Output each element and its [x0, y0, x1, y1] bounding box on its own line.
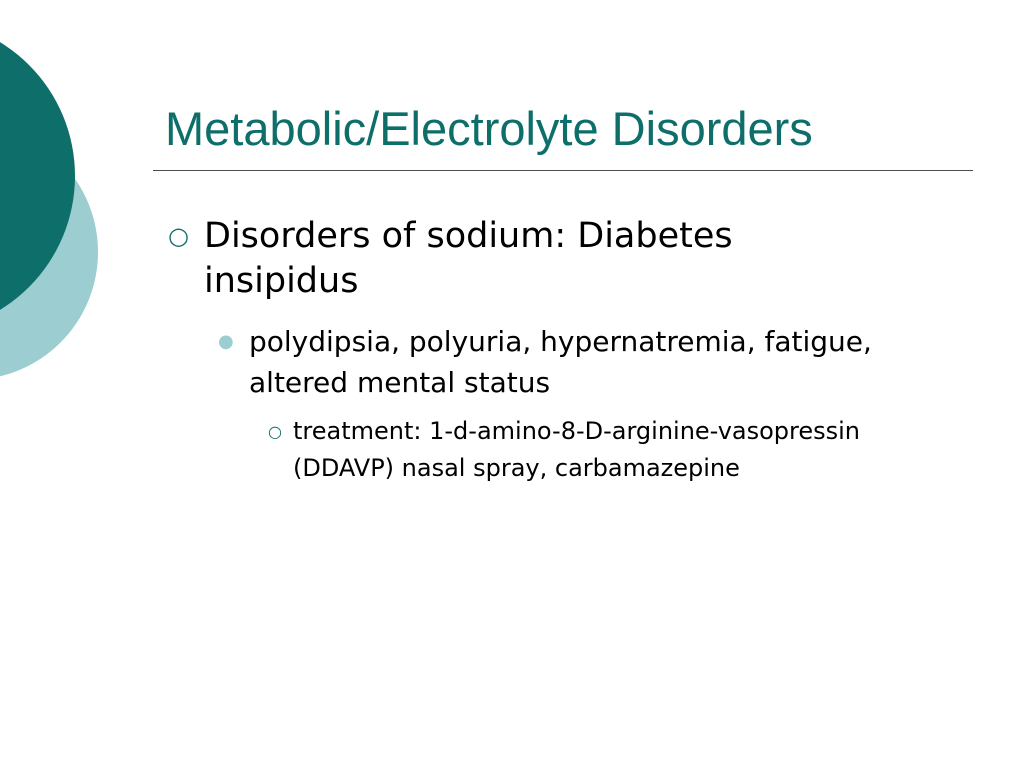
title-divider: [153, 170, 973, 171]
bullet-level-1: [168, 214, 858, 304]
bullet-text: polydipsia, polyuria, hypernatremia, fatigue, altered mental status: [249, 325, 872, 399]
bullet-level-3: [268, 413, 878, 487]
decorative-circles: [0, 0, 110, 410]
bullet-level-2: [218, 321, 918, 403]
filled-dot-bullet-icon: ●: [218, 331, 234, 352]
bullet-text: treatment: 1-d-amino-8-D-arginine-vasopressin (DDAVP) nasal spray, carbamazepine: [293, 417, 861, 482]
circle-outline-bullet-icon: ○: [168, 222, 189, 250]
bullet-text: Disorders of sodium: Diabetes insipidus: [204, 216, 733, 301]
slide-title: Metabolic/Electrolyte Disorders: [165, 102, 813, 155]
circle-outline-bullet-icon: ○: [268, 422, 282, 441]
